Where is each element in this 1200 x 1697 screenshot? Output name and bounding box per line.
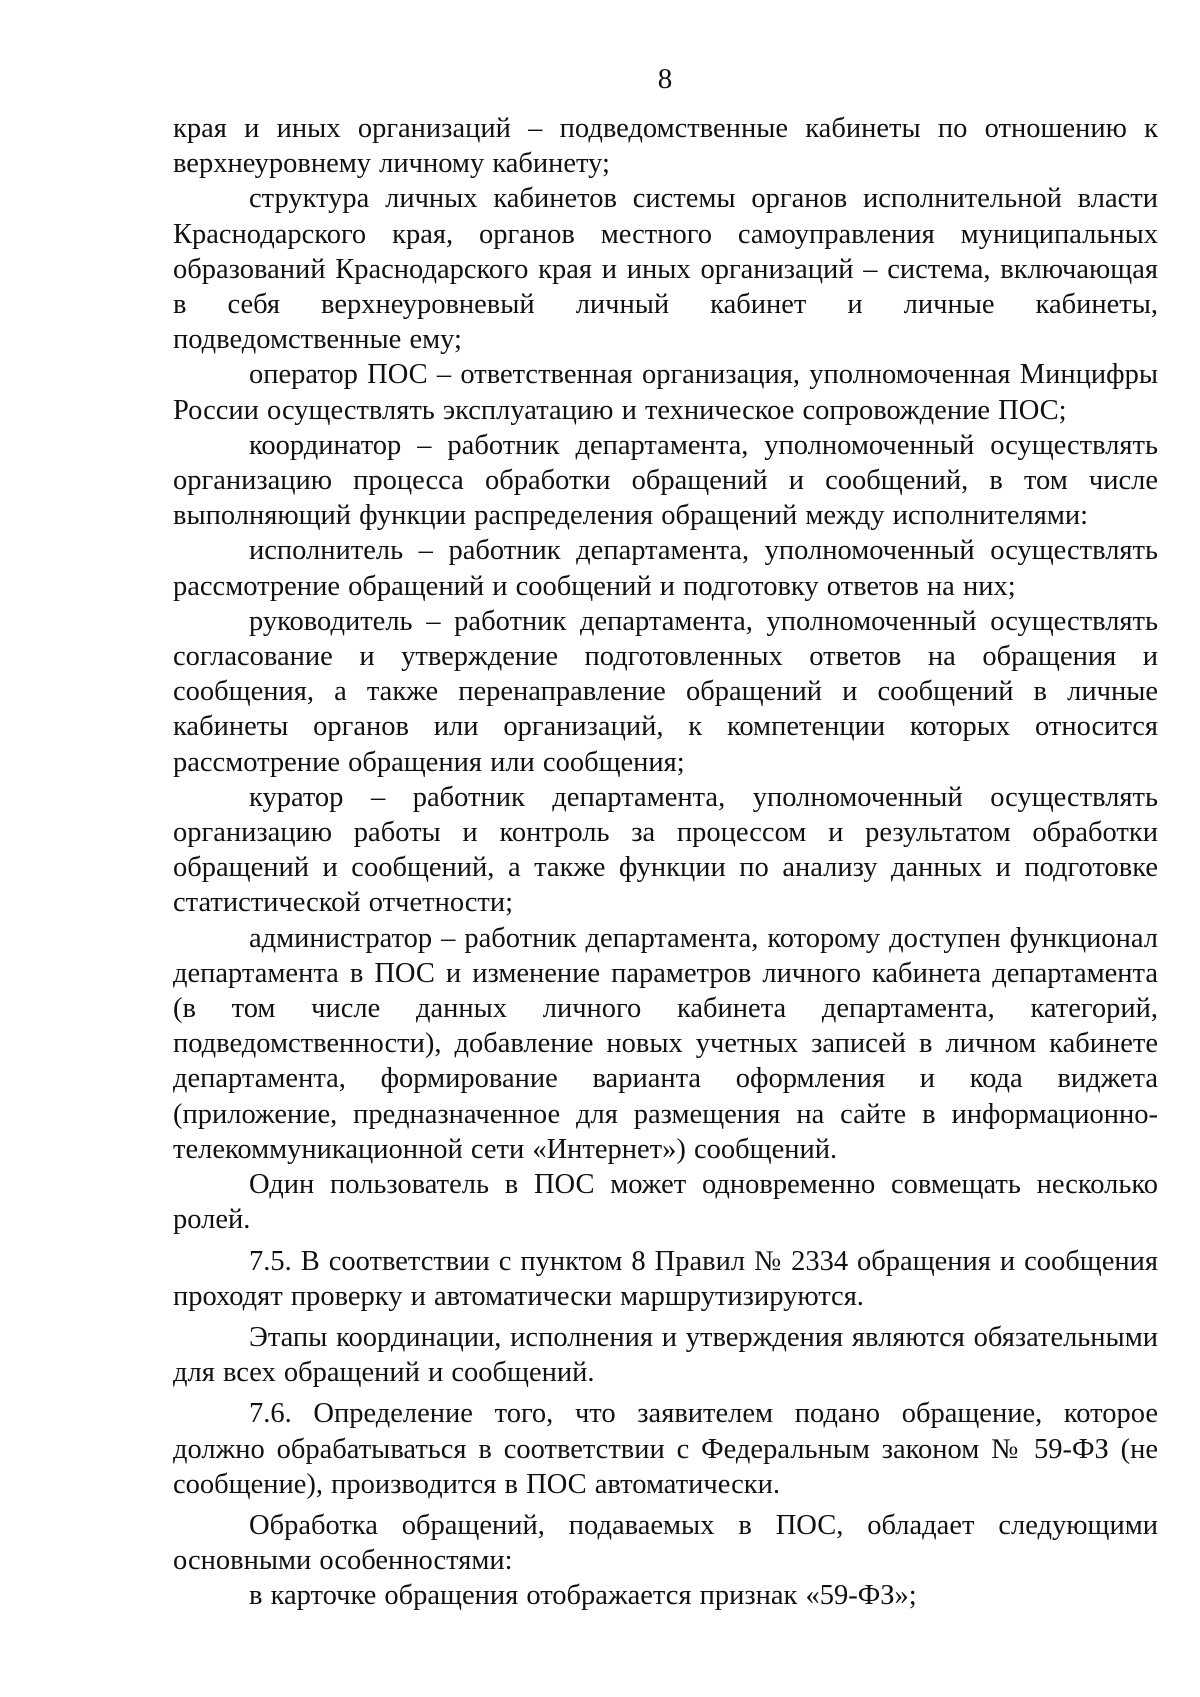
paragraph-section-7-6: 7.6. Определение того, что заявителем подано обращение, которое должно обрабатываться в соответствии с Федеральным законом № 59-ФЗ (не сообщение), производится в ПОС автоматически.	[173, 1398, 1158, 1500]
paragraph-section-7-5: 7.5. В соответствии с пунктом 8 Правил № 2334 обращения и сообщения проходят проверку и автоматически маршрутизируются.	[173, 1245, 1158, 1312]
paragraph-administrator: администратор – работник департамента, которому доступен функционал департамента в ПОС и изменение параметров личного кабинета департамента (в том числе данных личного кабинета департамента, категорий, подведомственности), добавление новых учетных записей в личном кабинете департамента, формирование варианта оформления и кода виджета (приложение, предназначенное для размещения на сайте в информационно-телекоммуникационной сети «Интернет») сообщений.	[173, 922, 1158, 1165]
paragraph-multiple-roles: Один пользователь в ПОС может одновременно совмещать несколько ролей.	[173, 1169, 1158, 1236]
paragraph-curator: куратор – работник департамента, уполномоченный осуществлять организацию работы и контроль за процессом и результатом обработки обращений и сообщений, а также функции по анализу данных и подготовке статистической отчетности;	[173, 781, 1158, 919]
page-number: 8	[657, 63, 673, 95]
document-body	[173, 111, 1158, 1614]
paragraph-cabinet-structure: структура личных кабинетов системы органов исполнительной власти Краснодарского края, органов местного самоуправления муниципальных образований Краснодарского края и иных организаций – система, включающая в себя верхнеуровневый личный кабинет и личные кабинеты, подведомственные ему;	[173, 183, 1158, 356]
paragraph-executor: исполнитель – работник департамента, уполномоченный осуществлять рассмотрение обращений и сообщений и подготовку ответов на них;	[173, 535, 1158, 602]
paragraph-manager: руководитель – работник департамента, уполномоченный осуществлять согласование и утверждение подготовленных ответов на обращения и сообщения, а также перенаправление обращений и сообщений в личные кабинеты органов или организаций, к компетенции которых относится рассмотрение обращения или сообщения;	[173, 605, 1158, 778]
paragraph-mandatory-stages: Этапы координации, исполнения и утверждения являются обязательными для всех обращений и сообщений.	[173, 1321, 1158, 1389]
paragraph-subordinate-cabinets: края и иных организаций – подведомственные кабинеты по отношению к верхнеуровнему личному кабинету;	[173, 113, 1158, 180]
paragraph-coordinator: координатор – работник департамента, уполномоченный осуществлять организацию процесса обработки обращений и сообщений, в том числе выполняющий функции распределения обращений между исполнителями:	[173, 429, 1158, 532]
paragraph-processing-features: Обработка обращений, подаваемых в ПОС, обладает следующими основными особенностями:	[173, 1509, 1158, 1577]
paragraph-pos-operator: оператор ПОС – ответственная организация, уполномоченная Минцифры России осуществлять эксплуатацию и техническое сопровождение ПОС;	[173, 359, 1158, 426]
paragraph-59-fz-flag: в карточке обращения отображается признак «59-ФЗ»;	[249, 1580, 917, 1612]
